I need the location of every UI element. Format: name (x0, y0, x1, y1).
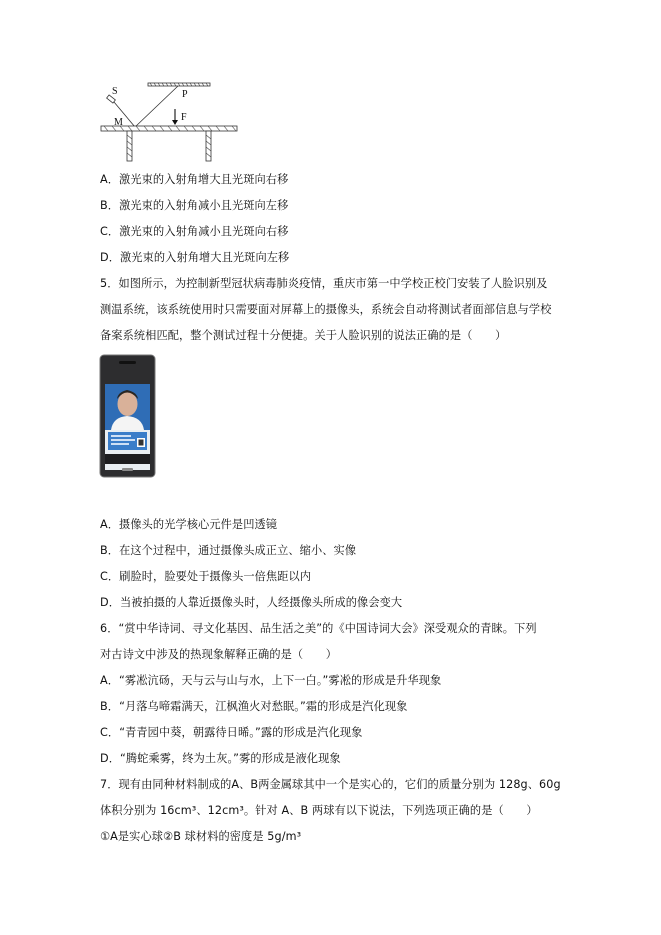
q4-option-b: B．激光束的入射角减小且光斑向左移 (100, 199, 289, 212)
q7-statement-a: A是实心球 (110, 830, 164, 843)
q5-option-c: C．刷脸时，脸要处于摄像头一倍焦距以内 (100, 570, 312, 583)
q6-option-c: C．“青青园中葵，朝露待日晞。”露的形成是汽化现象 (100, 726, 363, 739)
q7-statement-b: B 球材料的密度是 5g/m³ (173, 830, 302, 843)
q4-option-d: D．激光束的入射角增大且光斑向左移 (100, 251, 290, 264)
q7-statement-a-mark: ① (100, 830, 111, 843)
q4-option-c: C．激光束的入射角减小且光斑向右移 (100, 225, 289, 238)
q5-stem-line-1: 5．如图所示，为控制新型冠状病毒肺炎疫情，重庆市第一中学校正校门安装了人脸识别及 (100, 277, 548, 290)
laser-mirror-figure (96, 80, 246, 164)
label-m: M (114, 117, 123, 128)
q7-statement-b-mark: ② (163, 830, 174, 843)
q5-stem-line-2: 测温系统，该系统使用时只需要面对屏幕上的摄像头，系统会自动将测试者面部信息与学校 (100, 303, 552, 316)
q4-option-a: A．激光束的入射角增大且光斑向右移 (100, 173, 289, 186)
face-recognition-device-image (99, 354, 156, 478)
q6-stem-line-1: 6．“赏中华诗词、寻文化基因、品生活之美”的《中国诗词大会》深受观众的青睐。下列 (100, 622, 537, 635)
table (101, 126, 237, 161)
q7-stem-line-2: 体积分别为 16cm³、12cm³。针对 A、B 两球有以下说法，下列选项正确的是（ ） (100, 804, 538, 817)
q7-statements (100, 829, 301, 845)
q7-stem-line-1: 7．现有由同种材料制成的A、B两金属球其中一个是实心的，它们的质量分别为 128g、60g (100, 778, 561, 791)
q5-option-b: B．在这个过程中，通过摄像头成正立、缩小、实像 (100, 544, 357, 557)
label-s: S (112, 86, 118, 97)
force-arrow (172, 109, 178, 125)
q5-option-a: A．摄像头的光学核心元件是凹透镜 (100, 518, 278, 531)
label-f: F (181, 112, 187, 123)
q6-option-d: D．“腾蛇乘雾，终为土灰。”雾的形成是液化现象 (100, 752, 341, 765)
q6-stem-line-2: 对古诗文中涉及的热现象解释正确的是（ ） (100, 648, 338, 661)
q5-option-d: D．当被拍摄的人靠近摄像头时，人经摄像头所成的像会变大 (100, 596, 403, 609)
q6-option-a: A．“雾凇沆砀，天与云与山与水，上下一白。”雾凇的形成是升华现象 (100, 674, 442, 687)
q5-stem-line-3: 备案系统相匹配，整个测试过程十分便捷。关于人脸识别的说法正确的是（ ） (100, 329, 507, 342)
screen-plate (148, 83, 210, 86)
label-p: P (182, 89, 188, 100)
reflected-ray (135, 86, 178, 127)
q6-option-b: B．“月落乌啼霜满天，江枫渔火对愁眠。”霜的形成是汽化现象 (100, 700, 408, 713)
